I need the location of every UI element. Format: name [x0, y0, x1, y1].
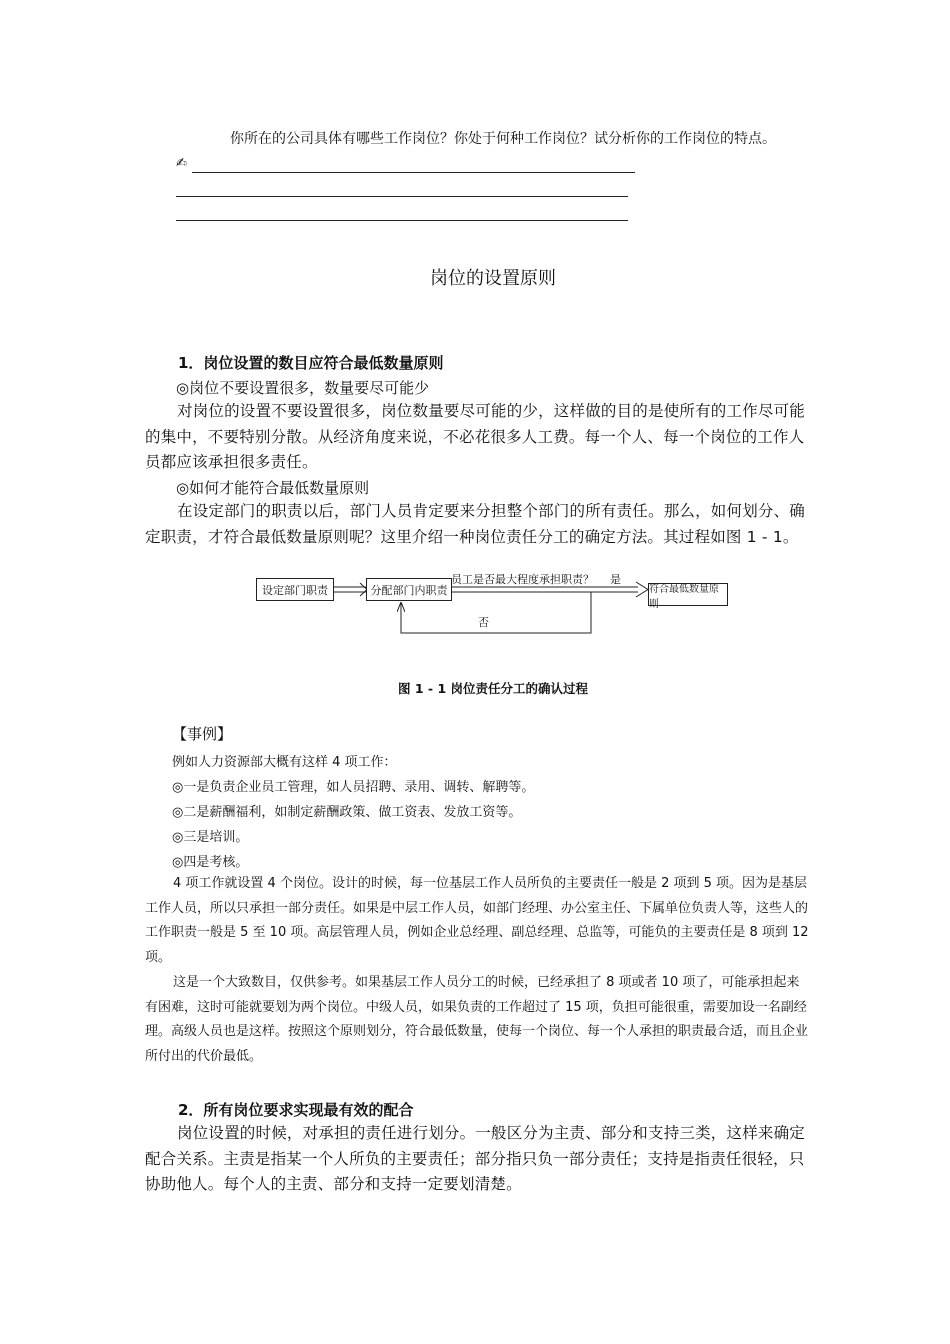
- part1-heading: 1．岗位设置的数目应符合最低数量原则: [178, 354, 444, 372]
- flow-question-label: 员工是否最大程度承担职责？: [451, 573, 594, 586]
- flow-yes-label: 是: [610, 573, 621, 586]
- arrow-yes-head: [636, 582, 648, 597]
- pen-icon: ✍: [176, 156, 187, 171]
- flow-box-set-duties: 设定部门职责: [256, 578, 334, 601]
- example-item-3: ◎三是培训。: [172, 830, 249, 845]
- part1-paragraph-2: 在设定部门的职责以后，部门人员肯定要来分担整个部门的所有责任。那么，如何划分、确定职责，才符合最低数量原则呢？这里介绍一种岗位责任分工的确定方法。其过程如图 1 - 1。: [145, 502, 806, 546]
- flow-box-assign-duties: 分配部门内职责: [366, 578, 452, 601]
- example-item-4: ◎四是考核。: [172, 855, 249, 870]
- example-label: 【事例】: [172, 725, 233, 743]
- example-item-2: ◎二是薪酬福利，如制定薪酬政策、做工资表、发放工资等。: [172, 805, 522, 820]
- example-intro: 例如人力资源部大概有这样 4 项工作：: [172, 755, 397, 770]
- flow-box-minimum-principle: 符合最低数量原则: [648, 583, 728, 606]
- section-title: 岗位的设置原则: [430, 268, 556, 289]
- part1-subheading-1: ◎岗位不要设置很多，数量要尽可能少: [176, 379, 430, 397]
- part1-subheading-2: ◎如何才能符合最低数量原则: [176, 479, 370, 497]
- exercise-question: 你所在的公司具体有哪些工作岗位？你处于何种工作岗位？试分析你的工作岗位的特点。: [230, 131, 776, 147]
- example-paragraph-1: 4 项工作就设置 4 个岗位。设计的时候，每一位基层工作人员所负的主要责任一般是 2 项到 5 项。因为是基层工作人员，所以只承担一部分责任。如果是中层工作人员，如部门经理、办公室主任、下属单位负责人等，这些人的工作职责一般是 5 至 10 项。高层管理人员，例如企业总经理、副总经理、总监等，可能负的主要责任是 8 项到 12 项。: [145, 876, 809, 965]
- part1-paragraph-1: 对岗位的设置不要设置很多，岗位数量要尽可能的少，这样做的目的是使所有的工作尽可能的集中，不要特别分散。从经济角度来说，不必花很多人工费。每一个人、每一个岗位的工作人员都应该承担很多责任。: [145, 402, 806, 471]
- example-paragraph-2: 这是一个大致数目，仅供参考。如果基层工作人员分工的时候，已经承担了 8 项或者 10 项了，可能承担起来有困难，这时可能就要划为两个岗位。中级人员，如果负责的工作超过了 15 项，负担可能很重，需要加设一名副经理。高级人员也是这样。按照这个原则划分，符合最低数量，使每一个岗位、每一个人承担的职责最合适，而且企业所付出的代价最低。: [145, 975, 809, 1064]
- part2-paragraph: 岗位设置的时候，对承担的责任进行划分。一般区分为主责、部分和支持三类，这样来确定配合关系。主责是指某一个人所负的主要责任；部分指只负一部分责任；支持是指责任很轻，只协助他人。每个人的主责、部分和支持一定要划清楚。: [145, 1124, 806, 1193]
- example-item-1: ◎一是负责企业员工管理，如人员招聘、录用、调转、解聘等。: [172, 780, 535, 795]
- figure-caption: 图 1 - 1 岗位责任分工的确认过程: [398, 681, 588, 696]
- part2-heading: 2．所有岗位要求实现最有效的配合: [178, 1101, 414, 1119]
- flow-no-label: 否: [478, 616, 489, 629]
